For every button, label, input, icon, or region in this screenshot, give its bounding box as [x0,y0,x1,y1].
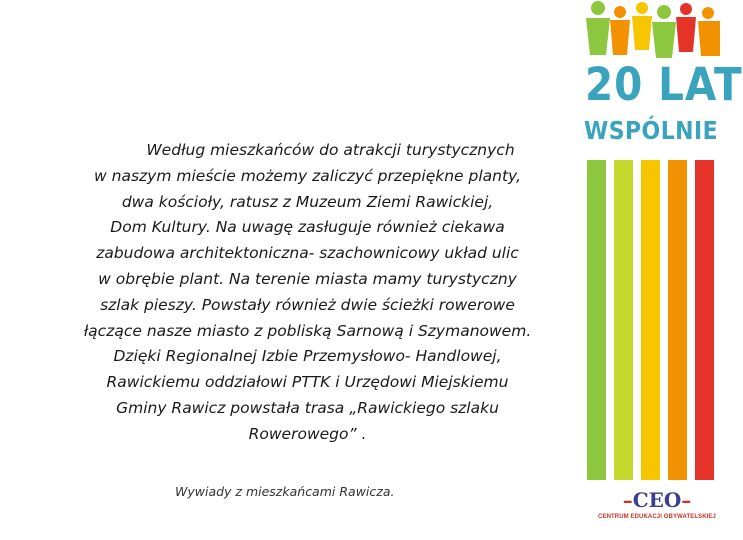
stripe-red [695,160,714,480]
person-figure-5 [676,3,696,52]
text-line: zabudowa architektoniczna- szachownicowy układ ulic [96,244,519,263]
logo-20-lat: 20 LAT [585,58,743,111]
person-figure-3 [632,2,652,50]
text-line: łączące nasze miasto z pobliską Sarnową i Szymanowem. [83,321,532,340]
person-figure-6 [698,7,720,56]
person-figure-4 [652,5,676,58]
text-line: szlak pieszy. Powstały również dwie ścieżki rowerowe [100,295,515,314]
interview-text [30,138,585,448]
stripe-yellow [641,160,660,480]
text-line: Gminy Rawicz powstała trasa „Rawickiego szlaku [116,398,499,417]
color-stripes [587,160,720,480]
text-line: w naszym mieście możemy zaliczyć przepiękne planty, [94,166,521,185]
person-figure-2 [610,6,630,55]
text-line: dwa kościoły, ratusz z Muzeum Ziemi Rawickiej, [121,192,494,211]
ceo-dash-right: – [681,488,692,512]
people-logo-icon [580,0,720,60]
ceo-tagline: CENTRUM EDUKACJI OBYWATELSKIEJ [598,514,716,520]
caption: Wywiady z mieszkańcami Rawicza. [175,484,395,499]
text-line: Według mieszkańców do atrakcji turystycznych [146,141,515,159]
brand-column [580,0,743,540]
logo-wspolnie: WSPÓLNIE [584,116,719,145]
text-line: Rawickiemu oddziałowi PTTK i Urzędowi Miejskiemu [106,373,509,392]
ceo-dash-left: – [622,488,633,512]
text-line: Dom Kultury. Na uwagę zasługuje również ciekawa [110,218,505,237]
text-line: Dzięki Regionalnej Izbie Przemysłowo- Handlowej, [113,347,502,366]
text-line: w obrębie plant. Na terenie miasta mamy turystyczny [98,269,517,288]
person-figure-1 [586,1,610,55]
ceo-logo [598,488,716,530]
ceo-mark [598,488,716,512]
stripe-orange [668,160,687,480]
text-line: Rowerowego” . [248,424,367,443]
ceo-mark-text: CEO [632,488,682,512]
stripe-lime [614,160,633,480]
stripe-green [587,160,606,480]
